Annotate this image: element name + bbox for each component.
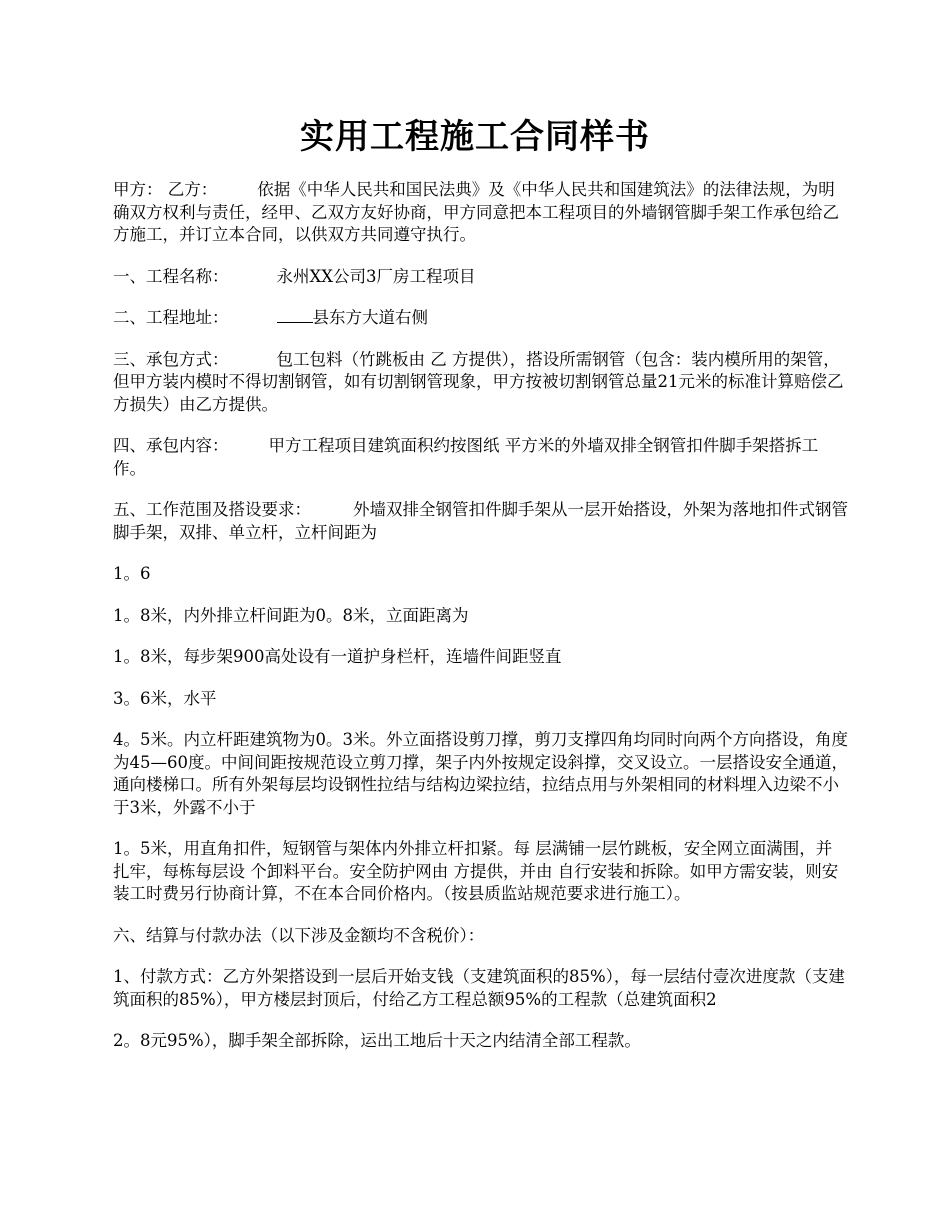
section-label: 四、承包内容：	[113, 436, 229, 455]
blank-underline	[277, 308, 313, 323]
paragraph: 1。8米，每步架900高处设有一道护身栏杆，连墙件间距竖直	[113, 647, 562, 666]
document-title: 实用工程施工合同样书	[300, 117, 650, 157]
paragraph: 1、付款方式：乙方外架搭设到一层后开始支钱（支建筑面积的85%），每一层结付壹次进度款（支建筑面积的85%），甲方楼层封顶后，付给乙方工程总额95%的工程款（总建筑面积2	[113, 967, 845, 1009]
section-label: 三、承包方式：	[113, 349, 229, 369]
section-work-scope	[113, 499, 848, 544]
section-contract-method	[113, 349, 848, 417]
section-value: 外墙双排全钢管扣件脚手架从一层开始搭设，外架为落地扣件式钢管脚手架，双排、单立杆，立杆间距为	[113, 500, 848, 542]
section-value: 县东方大道右侧	[312, 308, 428, 327]
section-value: 包工包料（竹跳板由 乙 方提供），搭设所需钢管（包含：装内模所用的架管，但甲方装内模时不得切割钢管，如有切割钢管现象，甲方按被切割钢管总量21元米的标准计算赔偿乙方损失）由乙方提供。	[113, 349, 844, 414]
paragraph: 1。8米，内外排立杆间距为0。8米，立面距离为	[113, 605, 469, 625]
paragraph: 1。5米，用直角扣件，短钢管与架体内外排立杆扣紧。每 层满铺一层竹跳板，安全网立面满围，并扎牢，每栋每层设 个卸料平台。安全防护网由 方提供，并由 自行安装和拆除。如甲方需安装，则安装工时费另行协商计算，不在本合同价格内。（按县质监站规范要求进行施工）。	[113, 839, 839, 903]
section-value: 永州XX公司3厂房工程项目	[276, 266, 476, 286]
paragraph: 2。8元95%），脚手架全部拆除，运出工地后十天之内结清全部工程款。	[113, 1031, 641, 1050]
section-value: 甲方工程项目建筑面积约按图纸 平方米的外墙双排全钢管扣件脚手架搭拆工作。	[113, 436, 819, 478]
section-project-address	[113, 307, 848, 330]
section-label: 一、工程名称：	[113, 266, 229, 286]
intro-paragraph	[113, 179, 848, 247]
document-body	[113, 179, 848, 1072]
section-label: 二、工程地址：	[113, 308, 229, 327]
paragraph: 4。5米。内立杆距建筑物为0。3米。外立面搭设剪刀撑，剪刀支撑四角均同时向两个方向搭设，角度为45—60度。中间间距按规范设立剪刀撑，架子内外按规定设斜撑，交叉设立。一层搭设安全通道，通向楼梯口。所有外架每层均设钢性拉结与结构边梁拉结，拉结点用与外架相同的材料埋入边梁不小于3米，外露不小于	[113, 730, 848, 817]
section-contract-content	[113, 435, 848, 480]
intro-text: 依据《中华人民共和国民法典》及《中华人民共和国建筑法》的法律法规，为明确双方权利与责任，经甲、乙双方友好协商，甲方同意把本工程项目的外墙钢管脚手架工作承包给乙方施工，并订立本合同，以供双方共同遵守执行。	[113, 180, 839, 244]
parties-label: 甲方： 乙方：	[113, 180, 218, 199]
section-project-name	[113, 266, 848, 289]
section-label: 五、工作范围及搭设要求：	[113, 500, 311, 519]
section-settlement-heading: 六、结算与付款办法（以下涉及金额均不含税价）：	[113, 925, 485, 945]
paragraph: 3。6米，水平	[113, 688, 217, 708]
paragraph: 1。6	[113, 564, 151, 583]
